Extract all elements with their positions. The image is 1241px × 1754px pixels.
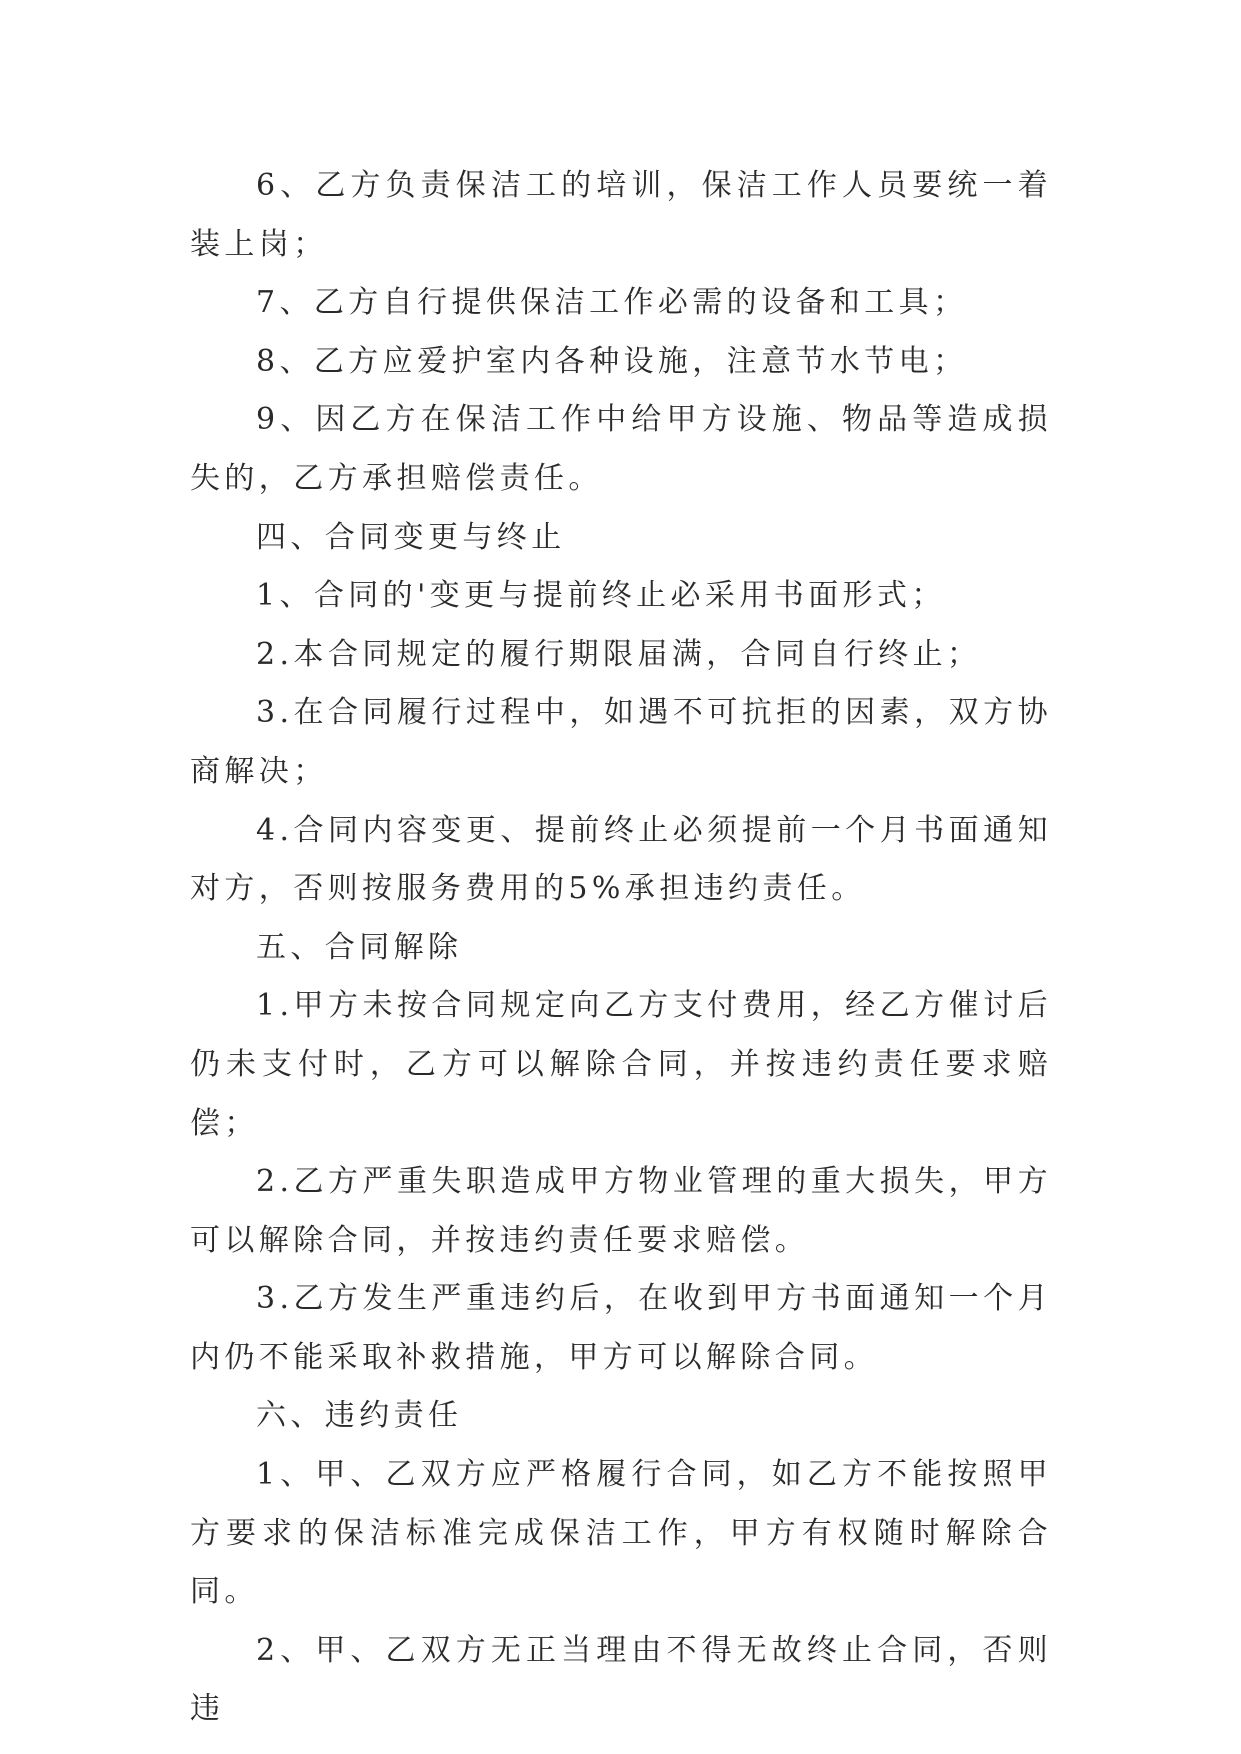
dissolution-clause-3: 3.乙方发生严重违约后，在收到甲方书面通知一个月内仍不能采取补救措施，甲方可以解除合同。 bbox=[190, 1281, 1052, 1375]
dissolution-clause-1: 1.甲方未按合同规定向乙方支付费用，经乙方催讨后仍未支付时，乙方可以解除合同，并按违约责任要求赔偿； bbox=[190, 988, 1052, 1141]
clause-6-training: 6、乙方负责保洁工的培训，保洁工作人员要统一着装上岗； bbox=[190, 168, 1052, 262]
change-clause-3: 3.在合同履行过程中，如遇不可抗拒的因素，双方协商解决； bbox=[190, 695, 1052, 789]
section-heading-liability: 六、违约责任 bbox=[256, 1398, 463, 1434]
liability-clause-1: 1、甲、乙双方应严格履行合同，如乙方不能按照甲方要求的保洁标准完成保洁工作，甲方有权随时解除合同。 bbox=[190, 1457, 1052, 1610]
liability-clause-2: 2、甲、乙双方无正当理由不得无故终止合同，否则违 bbox=[190, 1632, 1052, 1727]
dissolution-clause-2: 2.乙方严重失职造成甲方物业管理的重大损失，甲方可以解除合同，并按违约责任要求赔偿。 bbox=[190, 1164, 1052, 1258]
section-heading-change-termination: 四、合同变更与终止 bbox=[256, 519, 566, 555]
clause-9-compensation: 9、因乙方在保洁工作中给甲方设施、物品等造成损失的，乙方承担赔偿责任。 bbox=[190, 402, 1052, 496]
change-clause-1: 1、合同的'变更与提前终止必采用书面形式； bbox=[256, 578, 946, 614]
change-clause-4: 4.合同内容变更、提前终止必须提前一个月书面通知对方，否则按服务费用的5%承担违约责任。 bbox=[190, 812, 1052, 907]
section-heading-dissolution: 五、合同解除 bbox=[256, 929, 463, 965]
clause-8-facilities: 8、乙方应爱护室内各种设施，注意节水节电； bbox=[256, 343, 968, 379]
document-body bbox=[190, 157, 1052, 1739]
clause-7-equipment: 7、乙方自行提供保洁工作必需的设备和工具； bbox=[256, 285, 968, 321]
change-clause-2: 2.本合同规定的履行期限届满，合同自行终止； bbox=[256, 636, 982, 672]
